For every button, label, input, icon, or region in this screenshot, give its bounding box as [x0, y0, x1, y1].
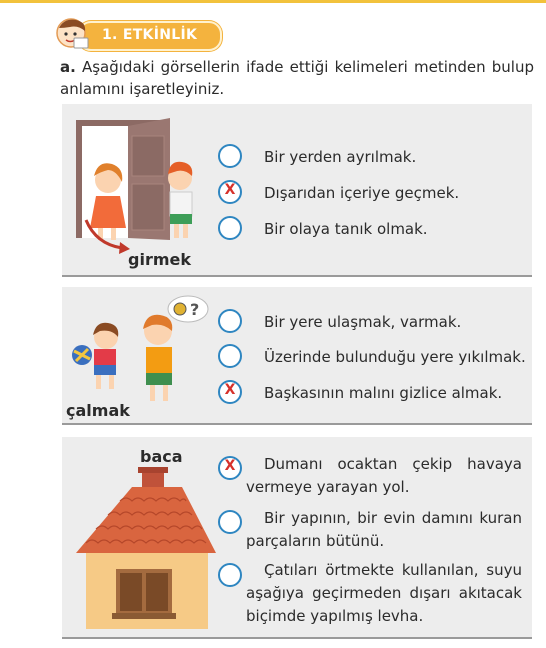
- children-ball-illustration: [66, 291, 212, 403]
- option-text: Bir yere ulaşmak, varmak.: [264, 313, 462, 331]
- option-radio[interactable]: [218, 309, 242, 333]
- svg-text:?: ?: [190, 300, 200, 319]
- x-mark-icon: X: [224, 382, 236, 398]
- option-radio-marked[interactable]: [218, 380, 242, 404]
- option-radio[interactable]: [218, 563, 242, 587]
- keyword-label: çalmak: [66, 401, 130, 420]
- option-text: Bir olaya tanık olmak.: [264, 220, 428, 238]
- option-text: Bir yerden ayrılmak.: [264, 148, 417, 166]
- option-text: Bir yapının, bir evin damını kuran parçaların bütünü.: [246, 509, 522, 550]
- activity-title-pill: [78, 21, 222, 51]
- keyword-label: girmek: [128, 250, 191, 269]
- activity-title: 1. ETKİNLİK: [102, 27, 198, 43]
- option-radio[interactable]: [218, 344, 242, 368]
- option-text: Üzerinde bulunduğu yere yıkılmak.: [264, 348, 526, 366]
- house-chimney-illustration: [72, 467, 222, 633]
- mascot-icon: [52, 16, 92, 50]
- x-mark-icon: X: [224, 182, 236, 198]
- option-text: Başkasının malını gizlice almak.: [264, 384, 503, 402]
- activity-badge: [52, 16, 218, 50]
- question-card-2: [62, 287, 532, 425]
- x-mark-icon: X: [224, 458, 236, 474]
- option-radio[interactable]: [218, 144, 242, 168]
- instruction-label: a.: [60, 58, 76, 76]
- option-radio-marked[interactable]: [218, 180, 242, 204]
- instruction: [60, 56, 534, 100]
- option-text: Dışarıdan içeriye geçmek.: [264, 184, 460, 202]
- instruction-text: Aşağıdaki görsellerin ifade ettiği kelimeleri metinden bulup anlamını işaretleyiniz.: [60, 58, 534, 98]
- option-radio[interactable]: [218, 216, 242, 240]
- option-radio[interactable]: [218, 510, 242, 534]
- option-radio-marked[interactable]: [218, 456, 242, 480]
- question-card-1: [62, 104, 532, 277]
- question-card-3: [62, 437, 532, 639]
- option-text: Çatıları örtmekte kullanılan, suyu aşağıya geçirmeden dışarı akıtacak biçimde yapılmış levha.: [246, 561, 522, 625]
- option-text: Dumanı ocaktan çekip havaya vermeye yarayan yol.: [246, 455, 522, 496]
- keyword-label: baca: [140, 447, 183, 466]
- arrow-icon: [82, 216, 132, 256]
- top-rule: [0, 0, 546, 3]
